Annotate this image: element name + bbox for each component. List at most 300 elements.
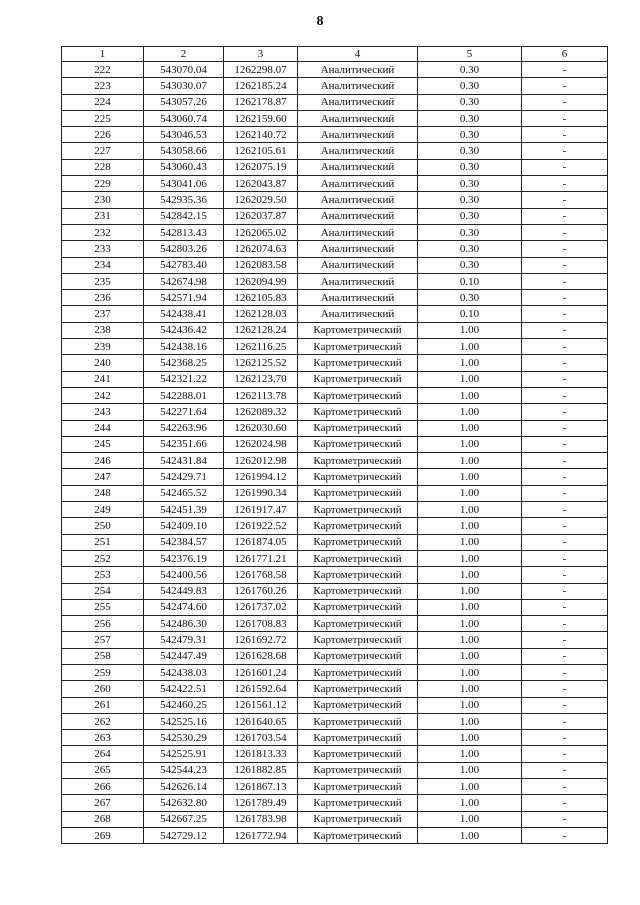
x-coordinate-cell: 542438.41 (144, 306, 224, 322)
y-coordinate-cell: 1261708.83 (224, 616, 298, 632)
note-cell: - (522, 632, 608, 648)
method-cell: Картометрический (298, 762, 418, 778)
point-number-cell: 247 (62, 469, 144, 485)
x-coordinate-cell: 542525.91 (144, 746, 224, 762)
method-cell: Аналитический (298, 257, 418, 273)
table-row (62, 241, 608, 257)
method-cell: Картометрический (298, 518, 418, 534)
x-coordinate-cell: 542422.51 (144, 681, 224, 697)
point-number-cell: 257 (62, 632, 144, 648)
method-cell: Аналитический (298, 192, 418, 208)
accuracy-cell: 1.00 (418, 355, 522, 371)
x-coordinate-cell: 542479.31 (144, 632, 224, 648)
y-coordinate-cell: 1261882.85 (224, 762, 298, 778)
x-coordinate-cell: 542368.25 (144, 355, 224, 371)
accuracy-cell: 0.30 (418, 290, 522, 306)
table-row (62, 762, 608, 778)
table-row (62, 192, 608, 208)
y-coordinate-cell: 1261561.12 (224, 697, 298, 713)
x-coordinate-cell: 542935.36 (144, 192, 224, 208)
x-coordinate-cell: 542447.49 (144, 648, 224, 664)
x-coordinate-cell: 542474.60 (144, 599, 224, 615)
note-cell: - (522, 62, 608, 78)
note-cell: - (522, 290, 608, 306)
y-coordinate-cell: 1261874.05 (224, 534, 298, 550)
table-row (62, 322, 608, 338)
accuracy-cell: 0.30 (418, 257, 522, 273)
point-number-cell: 263 (62, 730, 144, 746)
x-coordinate-cell: 542729.12 (144, 827, 224, 843)
note-cell: - (522, 306, 608, 322)
method-cell: Аналитический (298, 159, 418, 175)
accuracy-cell: 1.00 (418, 779, 522, 795)
y-coordinate-cell: 1261922.52 (224, 518, 298, 534)
method-cell: Картометрический (298, 534, 418, 550)
point-number-cell: 243 (62, 404, 144, 420)
point-number-cell: 254 (62, 583, 144, 599)
x-coordinate-cell: 542351.66 (144, 436, 224, 452)
note-cell: - (522, 550, 608, 566)
table-row (62, 159, 608, 175)
point-number-cell: 231 (62, 208, 144, 224)
point-number-cell: 242 (62, 387, 144, 403)
point-number-cell: 236 (62, 290, 144, 306)
accuracy-cell: 0.30 (418, 241, 522, 257)
accuracy-cell: 1.00 (418, 795, 522, 811)
y-coordinate-cell: 1261601.24 (224, 664, 298, 680)
table-row (62, 355, 608, 371)
note-cell: - (522, 616, 608, 632)
x-coordinate-cell: 542544.23 (144, 762, 224, 778)
page-number: 8 (316, 14, 324, 29)
accuracy-cell: 1.00 (418, 762, 522, 778)
method-cell: Картометрический (298, 827, 418, 843)
accuracy-cell: 1.00 (418, 502, 522, 518)
accuracy-cell: 1.00 (418, 420, 522, 436)
point-number-cell: 261 (62, 697, 144, 713)
method-cell: Картометрический (298, 599, 418, 615)
table-row (62, 78, 608, 94)
table-row (62, 632, 608, 648)
point-number-cell: 232 (62, 224, 144, 240)
point-number-cell: 260 (62, 681, 144, 697)
accuracy-cell: 1.00 (418, 534, 522, 550)
accuracy-cell: 1.00 (418, 436, 522, 452)
accuracy-cell: 0.30 (418, 127, 522, 143)
accuracy-cell: 1.00 (418, 664, 522, 680)
x-coordinate-cell: 543041.06 (144, 176, 224, 192)
table-row (62, 485, 608, 501)
x-coordinate-cell: 542783.40 (144, 257, 224, 273)
accuracy-cell: 1.00 (418, 567, 522, 583)
x-coordinate-cell: 542431.84 (144, 453, 224, 469)
y-coordinate-cell: 1261990.34 (224, 485, 298, 501)
accuracy-cell: 1.00 (418, 713, 522, 729)
x-coordinate-cell: 543058.66 (144, 143, 224, 159)
accuracy-cell: 1.00 (418, 371, 522, 387)
y-coordinate-cell: 1262140.72 (224, 127, 298, 143)
note-cell: - (522, 78, 608, 94)
x-coordinate-cell: 543060.74 (144, 110, 224, 126)
point-number-cell: 253 (62, 567, 144, 583)
table-row (62, 453, 608, 469)
accuracy-cell: 0.30 (418, 224, 522, 240)
x-coordinate-cell: 542571.94 (144, 290, 224, 306)
x-coordinate-cell: 542803.26 (144, 241, 224, 257)
point-number-cell: 224 (62, 94, 144, 110)
accuracy-cell: 1.00 (418, 811, 522, 827)
table-row (62, 827, 608, 843)
x-coordinate-cell: 542438.16 (144, 339, 224, 355)
table-row (62, 110, 608, 126)
y-coordinate-cell: 1262185.24 (224, 78, 298, 94)
method-cell: Картометрический (298, 485, 418, 501)
point-number-cell: 267 (62, 795, 144, 811)
method-cell: Картометрический (298, 567, 418, 583)
table-row (62, 811, 608, 827)
x-coordinate-cell: 542667.25 (144, 811, 224, 827)
y-coordinate-cell: 1261592.64 (224, 681, 298, 697)
note-cell: - (522, 469, 608, 485)
note-cell: - (522, 322, 608, 338)
method-cell: Картометрический (298, 811, 418, 827)
point-number-cell: 259 (62, 664, 144, 680)
note-cell: - (522, 339, 608, 355)
y-coordinate-cell: 1262037.87 (224, 208, 298, 224)
y-coordinate-cell: 1261768.58 (224, 567, 298, 583)
accuracy-cell: 1.00 (418, 339, 522, 355)
note-cell: - (522, 371, 608, 387)
y-coordinate-cell: 1261737.02 (224, 599, 298, 615)
note-cell: - (522, 518, 608, 534)
point-number-cell: 226 (62, 127, 144, 143)
method-cell: Картометрический (298, 387, 418, 403)
accuracy-cell: 1.00 (418, 827, 522, 843)
note-cell: - (522, 811, 608, 827)
method-cell: Картометрический (298, 779, 418, 795)
table-row (62, 339, 608, 355)
x-coordinate-cell: 542626.14 (144, 779, 224, 795)
method-cell: Аналитический (298, 143, 418, 159)
method-cell: Картометрический (298, 583, 418, 599)
table-row (62, 779, 608, 795)
y-coordinate-cell: 1262128.24 (224, 322, 298, 338)
y-coordinate-cell: 1262065.02 (224, 224, 298, 240)
x-coordinate-cell: 542632.80 (144, 795, 224, 811)
table-row (62, 387, 608, 403)
method-cell: Картометрический (298, 339, 418, 355)
x-coordinate-cell: 542674.98 (144, 273, 224, 289)
method-cell: Картометрический (298, 355, 418, 371)
accuracy-cell: 1.00 (418, 697, 522, 713)
table-row (62, 648, 608, 664)
table-row (62, 257, 608, 273)
accuracy-cell: 1.00 (418, 632, 522, 648)
table-row (62, 599, 608, 615)
point-number-cell: 228 (62, 159, 144, 175)
point-number-cell: 241 (62, 371, 144, 387)
note-cell: - (522, 746, 608, 762)
note-cell: - (522, 387, 608, 403)
table-row (62, 518, 608, 534)
point-number-cell: 249 (62, 502, 144, 518)
point-number-cell: 223 (62, 78, 144, 94)
x-coordinate-cell: 543030.07 (144, 78, 224, 94)
note-cell: - (522, 176, 608, 192)
method-cell: Картометрический (298, 697, 418, 713)
x-coordinate-cell: 542429.71 (144, 469, 224, 485)
table-row (62, 567, 608, 583)
note-cell: - (522, 648, 608, 664)
note-cell: - (522, 664, 608, 680)
accuracy-cell: 1.00 (418, 404, 522, 420)
x-coordinate-cell: 542271.64 (144, 404, 224, 420)
y-coordinate-cell: 1261994.12 (224, 469, 298, 485)
note-cell: - (522, 730, 608, 746)
table-row (62, 795, 608, 811)
accuracy-cell: 1.00 (418, 746, 522, 762)
method-cell: Картометрический (298, 681, 418, 697)
x-coordinate-cell: 543070.04 (144, 62, 224, 78)
table-row (62, 273, 608, 289)
table-row (62, 697, 608, 713)
note-cell: - (522, 110, 608, 126)
note-cell: - (522, 436, 608, 452)
table-row (62, 616, 608, 632)
point-number-cell: 256 (62, 616, 144, 632)
table-row (62, 208, 608, 224)
accuracy-cell: 0.30 (418, 192, 522, 208)
table-row (62, 290, 608, 306)
point-number-cell: 266 (62, 779, 144, 795)
x-coordinate-cell: 543057.26 (144, 94, 224, 110)
y-coordinate-cell: 1262083.58 (224, 257, 298, 273)
accuracy-cell: 1.00 (418, 730, 522, 746)
table-row (62, 62, 608, 78)
point-number-cell: 227 (62, 143, 144, 159)
table-row (62, 746, 608, 762)
x-coordinate-cell: 542263.96 (144, 420, 224, 436)
point-number-cell: 251 (62, 534, 144, 550)
note-cell: - (522, 485, 608, 501)
accuracy-cell: 0.10 (418, 273, 522, 289)
y-coordinate-cell: 1261789.49 (224, 795, 298, 811)
table-row (62, 306, 608, 322)
method-cell: Аналитический (298, 127, 418, 143)
method-cell: Аналитический (298, 176, 418, 192)
accuracy-cell: 0.30 (418, 208, 522, 224)
note-cell: - (522, 713, 608, 729)
accuracy-cell: 1.00 (418, 485, 522, 501)
point-number-cell: 239 (62, 339, 144, 355)
y-coordinate-cell: 1262089.32 (224, 404, 298, 420)
table-row (62, 713, 608, 729)
method-cell: Картометрический (298, 502, 418, 518)
accuracy-cell: 1.00 (418, 469, 522, 485)
table-row (62, 420, 608, 436)
point-number-cell: 229 (62, 176, 144, 192)
method-cell: Картометрический (298, 632, 418, 648)
table-row (62, 94, 608, 110)
point-number-cell: 245 (62, 436, 144, 452)
method-cell: Аналитический (298, 78, 418, 94)
method-cell: Картометрический (298, 322, 418, 338)
note-cell: - (522, 779, 608, 795)
point-number-cell: 265 (62, 762, 144, 778)
note-cell: - (522, 208, 608, 224)
method-cell: Картометрический (298, 469, 418, 485)
note-cell: - (522, 567, 608, 583)
accuracy-cell: 0.30 (418, 62, 522, 78)
column-header: 5 (418, 47, 522, 62)
point-number-cell: 237 (62, 306, 144, 322)
table-row (62, 681, 608, 697)
note-cell: - (522, 159, 608, 175)
x-coordinate-cell: 542486.30 (144, 616, 224, 632)
table-row (62, 502, 608, 518)
point-number-cell: 264 (62, 746, 144, 762)
y-coordinate-cell: 1262298.07 (224, 62, 298, 78)
accuracy-cell: 1.00 (418, 681, 522, 697)
note-cell: - (522, 827, 608, 843)
note-cell: - (522, 192, 608, 208)
accuracy-cell: 0.30 (418, 78, 522, 94)
point-number-cell: 238 (62, 322, 144, 338)
method-cell: Картометрический (298, 746, 418, 762)
y-coordinate-cell: 1262075.19 (224, 159, 298, 175)
x-coordinate-cell: 543046.53 (144, 127, 224, 143)
table-row (62, 534, 608, 550)
note-cell: - (522, 681, 608, 697)
note-cell: - (522, 241, 608, 257)
x-coordinate-cell: 542813.43 (144, 224, 224, 240)
accuracy-cell: 1.00 (418, 322, 522, 338)
accuracy-cell: 1.00 (418, 583, 522, 599)
method-cell: Аналитический (298, 224, 418, 240)
note-cell: - (522, 697, 608, 713)
method-cell: Аналитический (298, 110, 418, 126)
note-cell: - (522, 94, 608, 110)
y-coordinate-cell: 1262105.61 (224, 143, 298, 159)
x-coordinate-cell: 542321.22 (144, 371, 224, 387)
point-number-cell: 268 (62, 811, 144, 827)
x-coordinate-cell: 542376.19 (144, 550, 224, 566)
method-cell: Картометрический (298, 436, 418, 452)
method-cell: Картометрический (298, 404, 418, 420)
x-coordinate-cell: 542400.56 (144, 567, 224, 583)
x-coordinate-cell: 542842.15 (144, 208, 224, 224)
table-row (62, 127, 608, 143)
method-cell: Аналитический (298, 306, 418, 322)
point-number-cell: 230 (62, 192, 144, 208)
accuracy-cell: 1.00 (418, 453, 522, 469)
table-row (62, 404, 608, 420)
point-number-cell: 248 (62, 485, 144, 501)
point-number-cell: 235 (62, 273, 144, 289)
y-coordinate-cell: 1262125.52 (224, 355, 298, 371)
accuracy-cell: 0.30 (418, 94, 522, 110)
method-cell: Картометрический (298, 795, 418, 811)
table-row (62, 469, 608, 485)
method-cell: Картометрический (298, 648, 418, 664)
x-coordinate-cell: 542449.83 (144, 583, 224, 599)
column-header: 1 (62, 47, 144, 62)
y-coordinate-cell: 1261772.94 (224, 827, 298, 843)
method-cell: Аналитический (298, 208, 418, 224)
y-coordinate-cell: 1262159.60 (224, 110, 298, 126)
y-coordinate-cell: 1262024.98 (224, 436, 298, 452)
x-coordinate-cell: 542436.42 (144, 322, 224, 338)
table-row (62, 176, 608, 192)
coordinates-table (61, 46, 608, 844)
y-coordinate-cell: 1262043.87 (224, 176, 298, 192)
x-coordinate-cell: 542438.03 (144, 664, 224, 680)
method-cell: Картометрический (298, 371, 418, 387)
y-coordinate-cell: 1262105.83 (224, 290, 298, 306)
accuracy-cell: 0.30 (418, 110, 522, 126)
point-number-cell: 222 (62, 62, 144, 78)
y-coordinate-cell: 1261771.21 (224, 550, 298, 566)
point-number-cell: 225 (62, 110, 144, 126)
note-cell: - (522, 355, 608, 371)
method-cell: Аналитический (298, 62, 418, 78)
method-cell: Аналитический (298, 290, 418, 306)
x-coordinate-cell: 543060.43 (144, 159, 224, 175)
point-number-cell: 258 (62, 648, 144, 664)
y-coordinate-cell: 1261783.98 (224, 811, 298, 827)
column-header: 2 (144, 47, 224, 62)
note-cell: - (522, 453, 608, 469)
table-row (62, 224, 608, 240)
note-cell: - (522, 583, 608, 599)
method-cell: Аналитический (298, 241, 418, 257)
column-header: 4 (298, 47, 418, 62)
point-number-cell: 246 (62, 453, 144, 469)
accuracy-cell: 0.30 (418, 176, 522, 192)
note-cell: - (522, 127, 608, 143)
point-number-cell: 262 (62, 713, 144, 729)
method-cell: Аналитический (298, 94, 418, 110)
method-cell: Картометрический (298, 420, 418, 436)
note-cell: - (522, 404, 608, 420)
table-row (62, 143, 608, 159)
y-coordinate-cell: 1261813.33 (224, 746, 298, 762)
method-cell: Картометрический (298, 730, 418, 746)
y-coordinate-cell: 1262074.63 (224, 241, 298, 257)
method-cell: Картометрический (298, 713, 418, 729)
method-cell: Картометрический (298, 550, 418, 566)
y-coordinate-cell: 1261703.54 (224, 730, 298, 746)
point-number-cell: 244 (62, 420, 144, 436)
accuracy-cell: 1.00 (418, 518, 522, 534)
table-row (62, 664, 608, 680)
point-number-cell: 234 (62, 257, 144, 273)
method-cell: Картометрический (298, 664, 418, 680)
table-row (62, 371, 608, 387)
y-coordinate-cell: 1262116.25 (224, 339, 298, 355)
y-coordinate-cell: 1262029.50 (224, 192, 298, 208)
point-number-cell: 255 (62, 599, 144, 615)
x-coordinate-cell: 542465.52 (144, 485, 224, 501)
note-cell: - (522, 534, 608, 550)
x-coordinate-cell: 542384.57 (144, 534, 224, 550)
accuracy-cell: 1.00 (418, 616, 522, 632)
point-number-cell: 233 (62, 241, 144, 257)
y-coordinate-cell: 1262178.87 (224, 94, 298, 110)
accuracy-cell: 0.10 (418, 306, 522, 322)
table-row (62, 583, 608, 599)
accuracy-cell: 1.00 (418, 387, 522, 403)
